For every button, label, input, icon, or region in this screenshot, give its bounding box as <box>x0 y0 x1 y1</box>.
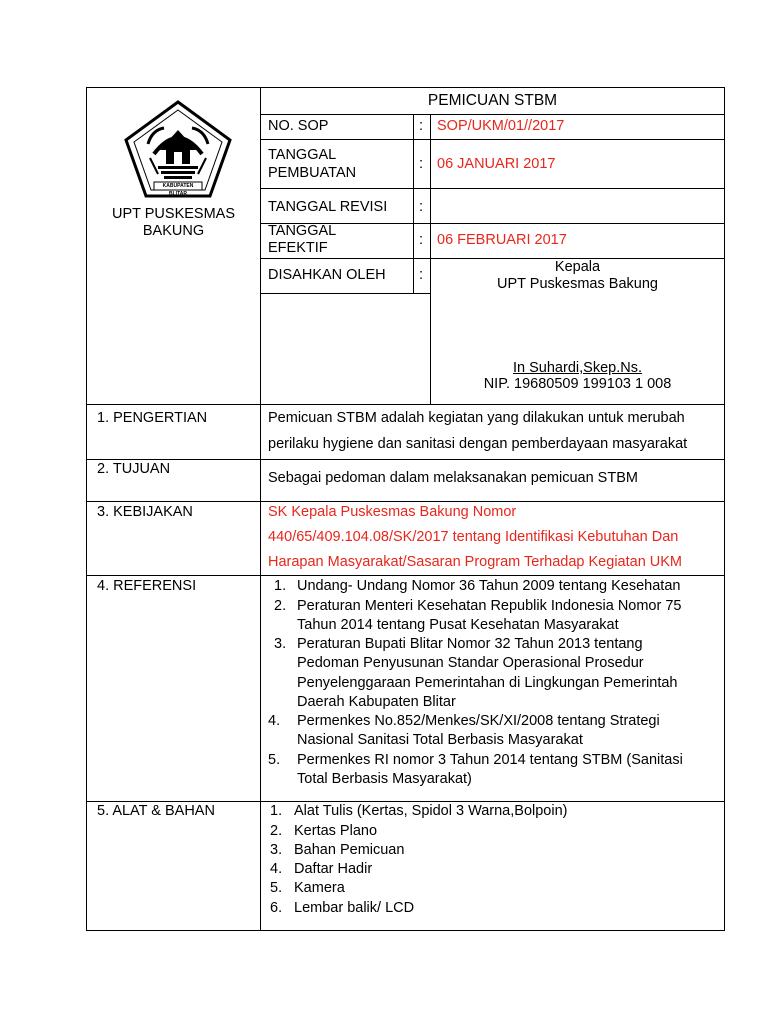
colon: : <box>419 156 424 172</box>
table-border-bottom <box>86 930 725 931</box>
org-name-line1: UPT PUSKESMAS <box>111 206 236 222</box>
no-sop-value: SOP/UKM/01//2017 <box>437 118 565 134</box>
referensi-item-text: Nasional Sanitasi Total Berbasis Masyarakat <box>297 732 583 748</box>
pengertian-text-line2: perilaku hygiene dan sanitasi dengan pemberdayaan masyarakat <box>268 436 688 452</box>
alat-item-text: Alat Tulis (Kertas, Spidol 3 Warna,Bolpoin) <box>294 803 568 819</box>
colon: : <box>419 267 424 283</box>
tgl-pembuatan-value: 06 JANUARI 2017 <box>437 156 556 172</box>
alat-item-text: Bahan Pemicuan <box>294 842 405 858</box>
colon: : <box>419 118 424 134</box>
alat-item-text: Kertas Plano <box>294 823 378 839</box>
colon-col-line <box>413 114 414 294</box>
tgl-efektif-label-2: EFEKTIF <box>268 240 328 256</box>
row-line <box>260 114 725 115</box>
referensi-item-text: Daerah Kabupaten Blitar <box>297 694 456 710</box>
no-sop-label: NO. SOP <box>268 118 329 134</box>
kebijakan-text-line3: Harapan Masyarakat/Sasaran Program Terhadap Kegiatan UKM <box>268 554 683 570</box>
org-name-line2: BAKUNG <box>142 223 205 239</box>
row-line <box>86 575 725 576</box>
table-border-right <box>724 87 725 931</box>
referensi-item-text: Tahun 2014 tentang Pusat Kesehatan Masyarakat <box>297 617 619 633</box>
signatory-title: Kepala <box>554 259 601 275</box>
alat-item-text: Kamera <box>294 880 345 896</box>
regency-logo <box>124 100 232 200</box>
row-line <box>86 404 725 405</box>
alat-item-number: 2. <box>270 823 283 839</box>
row-line <box>86 501 725 502</box>
alat-bahan-label: 5. ALAT & BAHAN <box>97 803 215 819</box>
disahkan-label: DISAHKAN OLEH <box>268 267 386 283</box>
tujuan-label: 2. TUJUAN <box>97 461 171 477</box>
referensi-item-text: Penyelenggaraan Pemerintahan di Lingkungan Pemerintah <box>297 675 678 691</box>
row-line <box>260 139 725 140</box>
signatory-office: UPT Puskesmas Bakung <box>497 276 658 292</box>
column-divider <box>260 87 261 931</box>
tgl-pembuatan-label: TANGGAL <box>268 147 337 163</box>
colon: : <box>419 199 424 215</box>
colon: : <box>419 232 424 248</box>
referensi-item-text: Undang- Undang Nomor 36 Tahun 2009 tentang Kesehatan <box>297 578 681 594</box>
referensi-item-number: 1. <box>274 578 287 594</box>
tgl-pembuatan-label-2: PEMBUATAN <box>268 165 357 181</box>
page-title: PEMICUAN STBM <box>427 92 558 109</box>
alat-item-number: 3. <box>270 842 283 858</box>
logo-ribbon-text: KABUPATEN BLITAR <box>162 183 194 197</box>
referensi-item-text: Permenkes RI nomor 3 Tahun 2014 tentang STBM (Sanitasi <box>297 752 683 768</box>
table-border-top <box>86 87 725 88</box>
signatory-nip: NIP. 19680509 199103 1 008 <box>483 376 672 392</box>
referensi-label: 4. REFERENSI <box>97 578 197 594</box>
alat-item-text: Lembar balik/ LCD <box>294 900 415 916</box>
tgl-revisi-label: TANGGAL REVISI <box>268 199 388 215</box>
tujuan-text: Sebagai pedoman dalam melaksanakan pemicuan STBM <box>268 470 638 486</box>
row-line <box>260 188 725 189</box>
referensi-item-number: 5. <box>268 752 281 768</box>
referensi-item-number: 3. <box>274 636 287 652</box>
referensi-item-text: Total Berbasis Masyarakat) <box>297 771 472 787</box>
signatory-name: In Suhardi,Skep.Ns. <box>513 360 642 376</box>
pengertian-label: 1. PENGERTIAN <box>97 410 208 426</box>
alat-item-number: 4. <box>270 861 283 877</box>
referensi-item-number: 2. <box>274 598 287 614</box>
kebijakan-text-line2: 440/65/409.104.08/SK/2017 tentang Identifikasi Kebutuhan Dan <box>268 529 679 545</box>
row-line <box>260 293 430 294</box>
kebijakan-label: 3. KEBIJAKAN <box>97 504 193 520</box>
kebijakan-text-line1: SK Kepala Puskesmas Bakung Nomor <box>268 504 517 520</box>
alat-item-number: 5. <box>270 880 283 896</box>
alat-item-number: 6. <box>270 900 283 916</box>
referensi-item-text: Peraturan Bupati Blitar Nomor 32 Tahun 2013 tentang <box>297 636 643 652</box>
referensi-item-text: Permenkes No.852/Menkes/SK/XI/2008 tentang Strategi <box>297 713 660 729</box>
referensi-item-number: 4. <box>268 713 281 729</box>
row-line <box>86 459 725 460</box>
tgl-efektif-label: TANGGAL <box>268 223 337 239</box>
pengertian-text-line1: Pemicuan STBM adalah kegiatan yang dilakukan untuk merubah <box>268 410 685 426</box>
alat-item-text: Daftar Hadir <box>294 861 373 877</box>
referensi-item-text: Pedoman Penyusunan Standar Operasional Prosedur <box>297 655 644 671</box>
alat-item-number: 1. <box>270 803 283 819</box>
tgl-efektif-value: 06 FEBRUARI 2017 <box>437 232 567 248</box>
referensi-item-text: Peraturan Menteri Kesehatan Republik Indonesia Nomor 75 <box>297 598 682 614</box>
